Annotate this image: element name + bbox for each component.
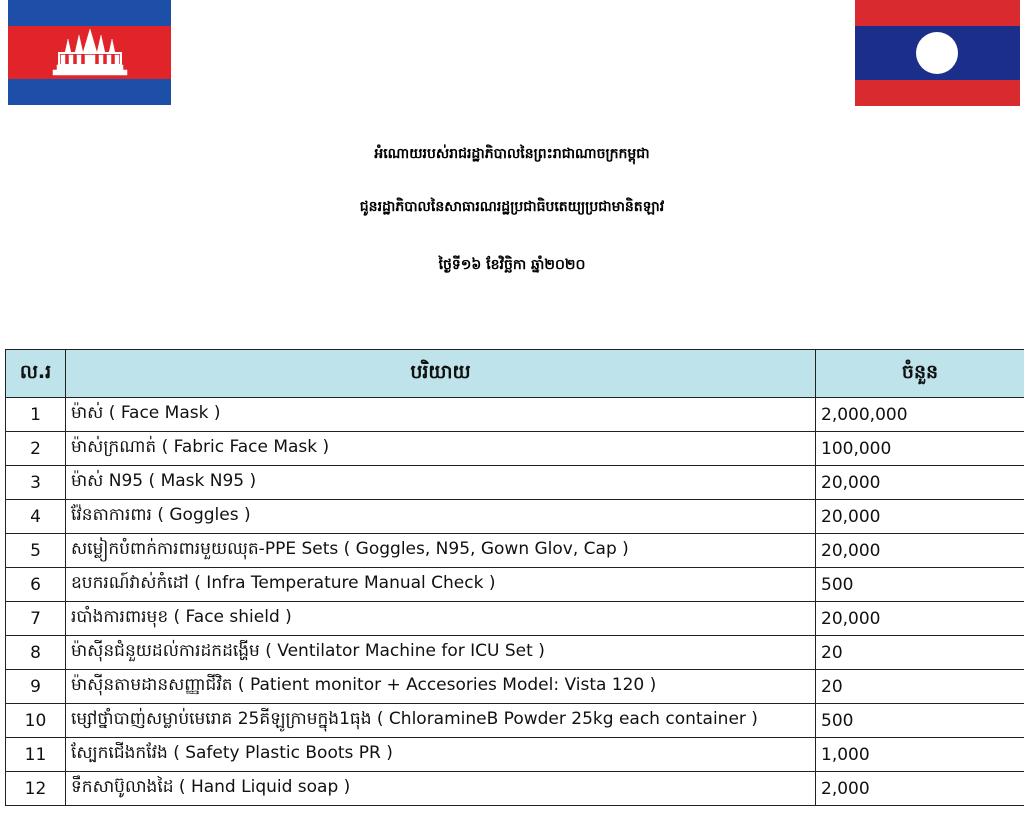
row-description: សម្លៀកបំពាក់ការពារមួយឈុត-PPE Sets ( Goggles, N95, Gown Glov, Cap ) xyxy=(66,534,816,568)
table-row xyxy=(6,466,1024,500)
table-row xyxy=(6,568,1024,602)
row-number: 5 xyxy=(6,534,66,568)
row-description: ម៉ាស់ N95 ( Mask N95 ) xyxy=(66,466,816,500)
donation-items-table xyxy=(5,349,1024,806)
row-quantity: 2,000 xyxy=(816,772,1024,806)
table-row xyxy=(6,670,1024,704)
row-number: 4 xyxy=(6,500,66,534)
table-header-row xyxy=(6,350,1024,398)
angkor-wat-emblem-icon xyxy=(51,29,129,76)
laos-flag xyxy=(855,0,1020,106)
row-description: ទឹកសាប៊ូលាងដៃ ( Hand Liquid soap ) xyxy=(66,772,816,806)
row-quantity: 20,000 xyxy=(816,602,1024,636)
column-header-description: បរិយាយ xyxy=(66,350,816,398)
row-quantity: 1,000 xyxy=(816,738,1024,772)
row-quantity: 500 xyxy=(816,704,1024,738)
title-line-1: អំណោយរបស់រាជរដ្ឋាភិបាលនៃព្រះរាជាណាចក្រកម្ពុជា xyxy=(374,146,650,162)
table-row xyxy=(6,772,1024,806)
table-row xyxy=(6,636,1024,670)
row-description: ម៉ាស៊ីនជំនួយដល់ការដកដង្ហើម ( Ventilator Machine for ICU Set ) xyxy=(66,636,816,670)
row-number: 10 xyxy=(6,704,66,738)
title-date: ថ្ងៃទី១៦ ខែវិច្ឆិកា ឆ្នាំ២០២០ xyxy=(438,257,586,273)
row-number: 2 xyxy=(6,432,66,466)
row-number: 9 xyxy=(6,670,66,704)
row-quantity: 500 xyxy=(816,568,1024,602)
row-description: ម៉ាស់ក្រណាត់ ( Fabric Face Mask ) xyxy=(66,432,816,466)
row-quantity: 20,000 xyxy=(816,534,1024,568)
row-quantity: 20,000 xyxy=(816,466,1024,500)
row-quantity: 20,000 xyxy=(816,500,1024,534)
row-description: វ៉ែនតាការពារ ( Goggles ) xyxy=(66,500,816,534)
row-description: ម្សៅថ្នាំបាញ់សម្លាប់មេរោគ 25គីឡូក្រាមក្នុង1ធុង ( ChloramineB Powder 25kg each container ) xyxy=(66,704,816,738)
row-number: 1 xyxy=(6,398,66,432)
table-row xyxy=(6,398,1024,432)
row-quantity: 100,000 xyxy=(816,432,1024,466)
title-line-2: ជូនរដ្ឋាភិបាលនៃសាធារណរដ្ឋប្រជាធិបតេយ្យប្រជាមានិតឡាវ xyxy=(359,199,665,215)
row-description: ម៉ាស៊ីនតាមដានសញ្ញាជីវិត ( Patient monitor + Accesories Model: Vista 120 ) xyxy=(66,670,816,704)
row-number: 8 xyxy=(6,636,66,670)
row-quantity: 2,000,000 xyxy=(816,398,1024,432)
table-row xyxy=(6,534,1024,568)
column-header-quantity: ចំនួន xyxy=(816,350,1024,398)
row-number: 12 xyxy=(6,772,66,806)
table-row xyxy=(6,500,1024,534)
laos-moon-circle xyxy=(916,32,958,74)
column-header-no: ល.រ xyxy=(6,350,66,398)
table-row xyxy=(6,602,1024,636)
table-row xyxy=(6,432,1024,466)
row-description: របាំងការពារមុខ ( Face shield ) xyxy=(66,602,816,636)
row-number: 7 xyxy=(6,602,66,636)
table-row xyxy=(6,704,1024,738)
row-number: 11 xyxy=(6,738,66,772)
table-row xyxy=(6,738,1024,772)
row-description: ម៉ាស់ ( Face Mask ) xyxy=(66,398,816,432)
row-quantity: 20 xyxy=(816,670,1024,704)
row-description: ឧបករណ៍វាស់កំដៅ ( Infra Temperature Manual Check ) xyxy=(66,568,816,602)
cambodia-flag xyxy=(8,0,171,105)
row-number: 3 xyxy=(6,466,66,500)
row-description: ស្បែកជើងកវែង ( Safety Plastic Boots PR ) xyxy=(66,738,816,772)
row-quantity: 20 xyxy=(816,636,1024,670)
row-number: 6 xyxy=(6,568,66,602)
